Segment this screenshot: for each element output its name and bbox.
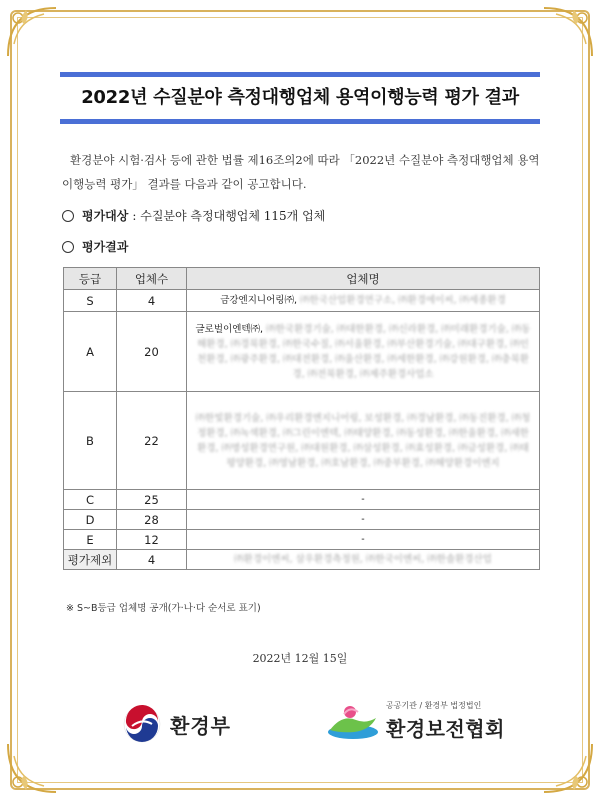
- circle-bullet-icon: [62, 241, 74, 253]
- firms-cell: -: [187, 510, 540, 530]
- corner-ornament-icon: [4, 4, 60, 60]
- ministry-name: 환경부: [170, 713, 231, 738]
- table-row: [64, 510, 540, 530]
- table-row: [64, 530, 540, 550]
- results-table: [63, 267, 540, 570]
- circle-bullet-icon: [62, 210, 74, 222]
- table-row: [64, 392, 540, 490]
- target-label: 평가대상: [82, 209, 129, 223]
- firms-cell: -: [187, 530, 540, 550]
- grade-cell: C: [64, 490, 117, 510]
- title-rule-bottom: [60, 119, 540, 124]
- firm-redacted: ㈜한빛환경기술, ㈜우리환경엔지니어링, 보성환경, ㈜경남환경, ㈜동진환경, ㈜청정환경, ㈜녹색환경, ㈜그린이엔텍, ㈜태양환경, ㈜동성환경, ㈜한울환경, ㈜새한환경, ㈜명성환경연구원, ㈜대원환경, ㈜삼성환경, ㈜효성환경, ㈜금성환경, ㈜태평양환경, ㈜영남환경, ㈜호남환경, ㈜중부환경, ㈜해양환경이엔지: [195, 412, 531, 469]
- firms-cell: [187, 392, 540, 490]
- header-count: 업체수: [117, 268, 187, 290]
- grade-cell: B: [64, 392, 117, 490]
- table-row: [64, 290, 540, 312]
- table-header-row: [64, 268, 540, 290]
- header-grade: 등급: [64, 268, 117, 290]
- keco-subtitle: 공공기관 / 환경부 법정법인: [386, 701, 482, 710]
- results-line: [62, 238, 132, 255]
- count-cell: 20: [117, 312, 187, 392]
- table-row: [64, 490, 540, 510]
- target-value: : 수질분야 측정대행업체 115개 업체: [132, 209, 326, 223]
- count-cell: 12: [117, 530, 187, 550]
- firm-redacted: ㈜한국환경기술, ㈜대한환경, ㈜신라환경, ㈜미래환경기술, ㈜동해환경, ㈜경북환경, ㈜한국수질, ㈜서울환경, ㈜부산환경기술, ㈜대구환경, ㈜인천환경, ㈜광주환경, ㈜대전환경, ㈜울산환경, ㈜세한환경, ㈜강원환경, ㈜충북환경, ㈜전북환경, ㈜제주환경사업소: [197, 323, 531, 380]
- count-cell: 22: [117, 392, 187, 490]
- keco-logo: [326, 700, 505, 742]
- keco-name: 환경보전협회: [386, 717, 505, 741]
- firms-cell: [187, 550, 540, 570]
- firms-cell: [187, 312, 540, 392]
- count-cell: 25: [117, 490, 187, 510]
- keco-text-block: [386, 700, 505, 742]
- firms-cell: [187, 290, 540, 312]
- count-cell: 28: [117, 510, 187, 530]
- grade-cell: S: [64, 290, 117, 312]
- grade-cell: A: [64, 312, 117, 392]
- grade-cell: 평가제외: [64, 550, 117, 570]
- firm-redacted: ㈜한국산업환경연구소, ㈜환경에이씨, ㈜세종환경: [300, 295, 506, 306]
- firm-visible: 글로벌이엔텍㈜,: [195, 323, 264, 335]
- page-title: 2022년 수질분야 측정대행업체 용역이행능력 평가 결과: [81, 87, 519, 108]
- count-cell: 4: [117, 290, 187, 312]
- firm-redacted: ㈜환경이엔씨, 삼우환경측정원, ㈜한국이엔씨, ㈜한솔환경산업: [234, 554, 492, 565]
- table-row: [64, 550, 540, 570]
- firms-cell: -: [187, 490, 540, 510]
- announcement-date: 2022년 12월 15일: [252, 652, 348, 665]
- intro-paragraph: 환경분야 시험·검사 등에 관한 법률 제16조의2에 따라 「2022년 수질분야 측정대행업체 용역이행능력 평가」 결과를 다음과 같이 공고합니다.: [62, 153, 540, 191]
- count-cell: 4: [117, 550, 187, 570]
- header-firms: 업체명: [187, 268, 540, 290]
- ministry-logo: [122, 704, 231, 744]
- keco-emblem-icon: [326, 702, 380, 742]
- table-row: [64, 312, 540, 392]
- corner-ornament-icon: [4, 740, 60, 796]
- target-line: [62, 207, 325, 224]
- grade-cell: D: [64, 510, 117, 530]
- results-label: 평가결과: [82, 240, 129, 254]
- footnote: ※ S~B등급 업체명 공개(가·나·다 순서로 표기): [66, 603, 261, 614]
- grade-cell: E: [64, 530, 117, 550]
- title-block: [60, 72, 540, 124]
- taegeuk-emblem-icon: [122, 704, 162, 744]
- corner-ornament-icon: [540, 740, 596, 796]
- corner-ornament-icon: [540, 4, 596, 60]
- firm-visible: 금강엔지니어링㈜,: [220, 295, 297, 306]
